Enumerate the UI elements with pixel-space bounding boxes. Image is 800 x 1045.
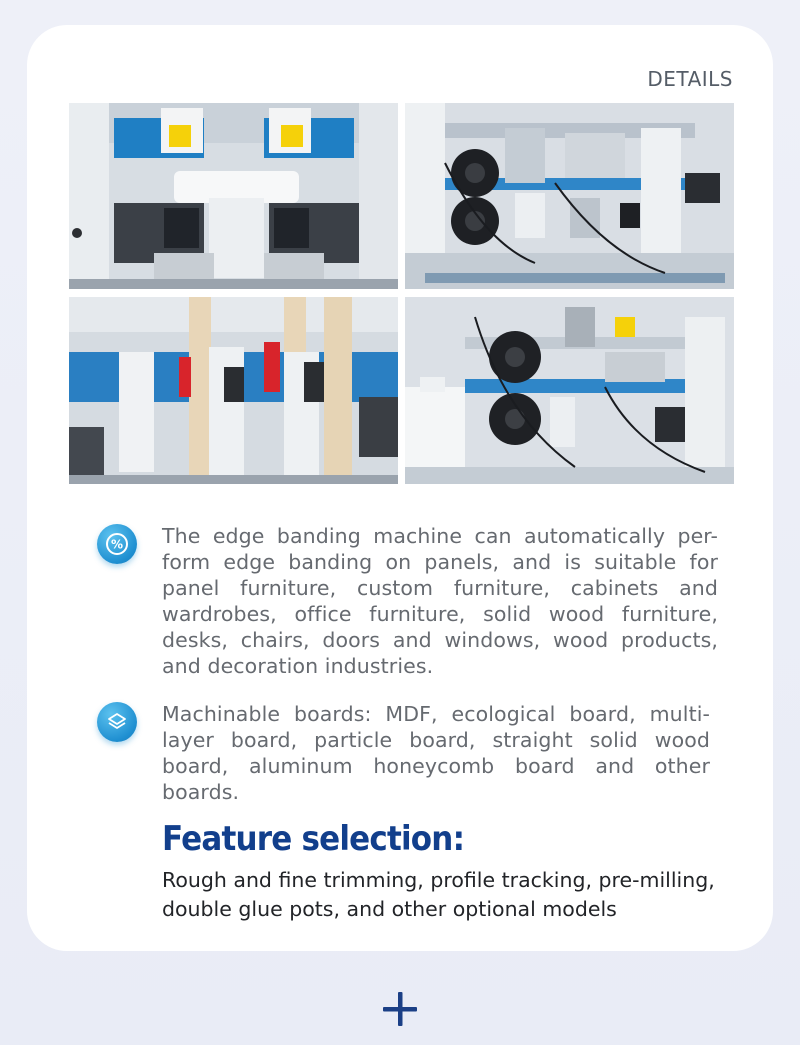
feature-selection-description: Rough and fine trimming, profile tracking, pre-milling, double glue pots, and other optional models: [162, 868, 715, 921]
photo-milling-motors: [405, 297, 734, 484]
details-label: DETAILS: [647, 67, 733, 91]
layers-icon: [97, 702, 137, 742]
application-text: The edge banding machine can automatically per-form edge banding on panels, and is suitable for panel furniture, custom furniture, cabinets and wardrobes, office furniture, solid wood furniture, desks, chairs, doors and windows, wood products, and decoration industries.: [162, 524, 718, 678]
boards-text: Machinable boards: MDF, ecological board, multi-layer board, particle board, straight solid wood board, aluminum honeycomb board and other boards.: [162, 702, 710, 804]
percent-icon: [97, 524, 137, 564]
photo-glue-section: [69, 297, 398, 484]
photo-trimming-motors: [405, 103, 734, 289]
feature-boards: [97, 702, 710, 805]
feature-application: [97, 524, 718, 679]
svg-text:%: %: [110, 537, 124, 552]
feature-selection-title: Feature selection:: [162, 820, 465, 859]
photo-pressure-rollers: [69, 103, 398, 289]
plus-icon[interactable]: [381, 990, 419, 1028]
